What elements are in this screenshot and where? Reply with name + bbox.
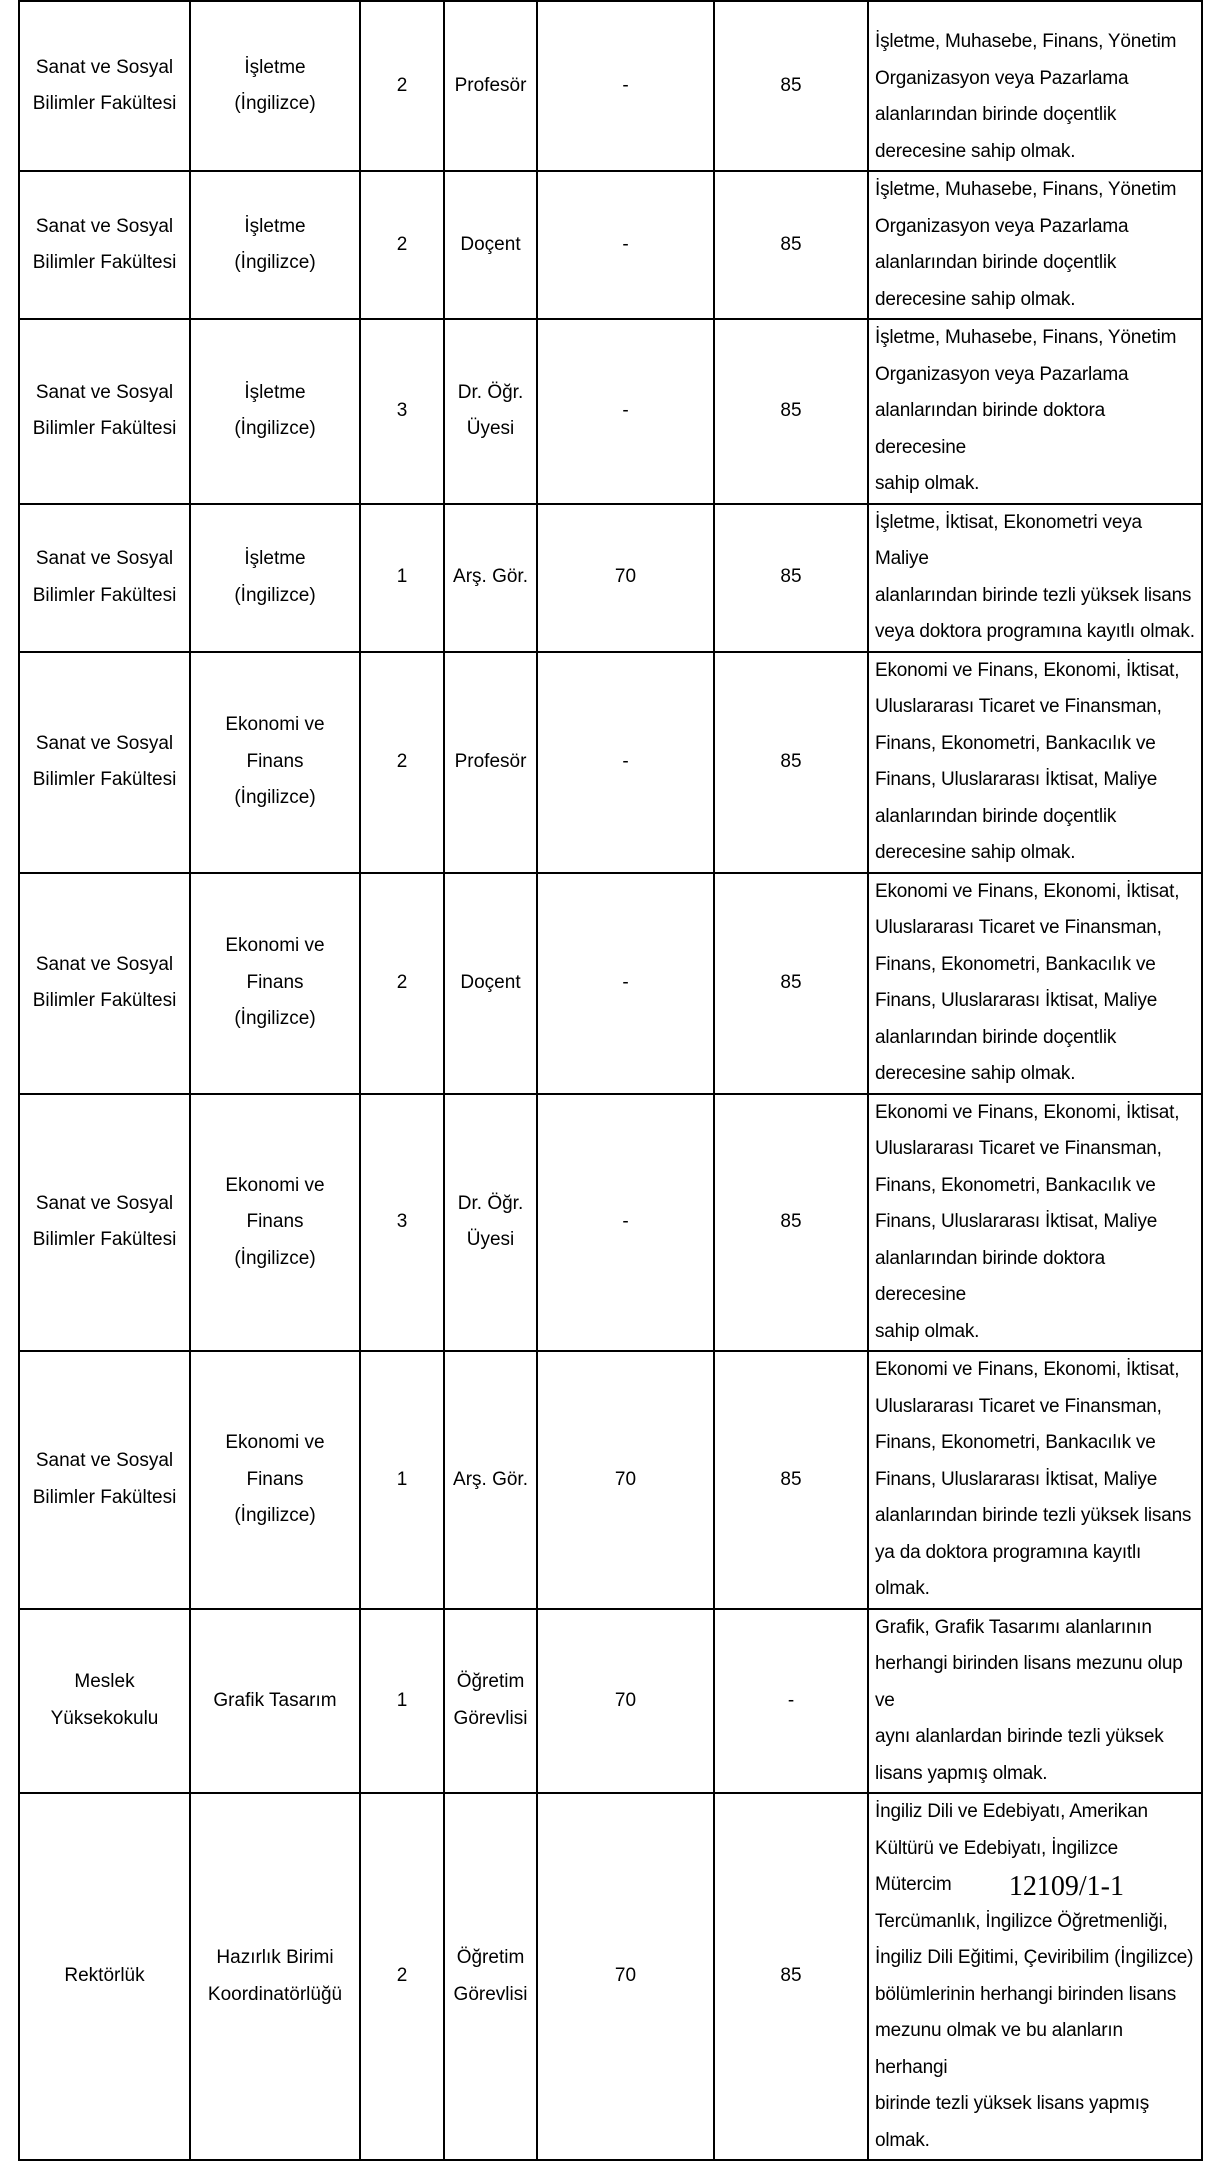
ales-cell: 70	[537, 504, 714, 652]
title-cell: Doçent	[444, 873, 537, 1094]
department-cell: İşletme (İngilizce)	[190, 319, 360, 504]
table-row	[19, 171, 1202, 319]
conditions-cell: İşletme, Muhasebe, Finans, Yönetim Organizasyon veya Pazarlama alanlarından birinde doçentlik derecesine sahip olmak.	[868, 1, 1202, 171]
conditions-cell: Ekonomi ve Finans, Ekonomi, İktisat, Uluslararası Ticaret ve Finansman, Finans, Ekonometri, Bankacılık ve Finans, Uluslararası İktisat, Maliye alanlarından birinde doçentlik derecesine sahip olmak.	[868, 873, 1202, 1094]
ales-cell: -	[537, 171, 714, 319]
title-cell: Dr. Öğr. Üyesi	[444, 319, 537, 504]
language-score-cell: 85	[714, 1351, 868, 1609]
table-row	[19, 504, 1202, 652]
ales-cell: 70	[537, 1609, 714, 1794]
title-cell: Profesör	[444, 652, 537, 873]
department-cell: Grafik Tasarım	[190, 1609, 360, 1794]
language-score-cell: 85	[714, 873, 868, 1094]
unit-cell: Sanat ve Sosyal Bilimler Fakültesi	[19, 873, 190, 1094]
department-cell: Ekonomi ve Finans (İngilizce)	[190, 873, 360, 1094]
conditions-cell: İngiliz Dili ve Edebiyatı, Amerikan Kültürü ve Edebiyatı, İngilizce Mütercim Tercümanlık, İngilizce Öğretmenliği, İngiliz Dili Eğitimi, Çeviribilim (İngilizce) bölümlerinin herhangi birinden lisans mezunu olmak ve bu alanların herhangi birinde tezli yüksek lisans yapmış olmak.	[868, 1793, 1202, 2160]
ales-cell: -	[537, 873, 714, 1094]
department-cell: Ekonomi ve Finans (İngilizce)	[190, 1351, 360, 1609]
language-score-cell: 85	[714, 652, 868, 873]
language-score-cell: 85	[714, 1793, 868, 2160]
title-cell: Doçent	[444, 171, 537, 319]
table-row	[19, 652, 1202, 873]
count-cell: 3	[360, 319, 444, 504]
count-cell: 2	[360, 1793, 444, 2160]
table-row	[19, 873, 1202, 1094]
unit-cell: Sanat ve Sosyal Bilimler Fakültesi	[19, 1351, 190, 1609]
ales-cell: -	[537, 319, 714, 504]
table-row	[19, 1, 1202, 171]
language-score-cell: 85	[714, 171, 868, 319]
department-cell: İşletme (İngilizce)	[190, 171, 360, 319]
unit-cell: Sanat ve Sosyal Bilimler Fakültesi	[19, 1094, 190, 1352]
language-score-cell: 85	[714, 1, 868, 171]
page-number: 12109/1-1	[1008, 1871, 1124, 1902]
department-cell: Ekonomi ve Finans (İngilizce)	[190, 1094, 360, 1352]
department-cell: Hazırlık Birimi Koordinatörlüğü	[190, 1793, 360, 2160]
ales-cell: -	[537, 652, 714, 873]
title-cell: Öğretim Görevlisi	[444, 1793, 537, 2160]
language-score-cell: -	[714, 1609, 868, 1794]
count-cell: 1	[360, 504, 444, 652]
unit-cell: Sanat ve Sosyal Bilimler Fakültesi	[19, 652, 190, 873]
conditions-cell: Ekonomi ve Finans, Ekonomi, İktisat, Uluslararası Ticaret ve Finansman, Finans, Ekonometri, Bankacılık ve Finans, Uluslararası İktisat, Maliye alanlarından birinde doçentlik derecesine sahip olmak.	[868, 652, 1202, 873]
table-row	[19, 1793, 1202, 2160]
title-cell: Öğretim Görevlisi	[444, 1609, 537, 1794]
department-cell: İşletme (İngilizce)	[190, 1, 360, 171]
count-cell: 2	[360, 171, 444, 319]
department-cell: Ekonomi ve Finans (İngilizce)	[190, 652, 360, 873]
title-cell: Dr. Öğr. Üyesi	[444, 1094, 537, 1352]
ales-cell: 70	[537, 1351, 714, 1609]
language-score-cell: 85	[714, 319, 868, 504]
count-cell: 2	[360, 873, 444, 1094]
language-score-cell: 85	[714, 1094, 868, 1352]
ales-cell: 70	[537, 1793, 714, 2160]
count-cell: 3	[360, 1094, 444, 1352]
table-row	[19, 319, 1202, 504]
ales-cell: -	[537, 1094, 714, 1352]
positions-table	[18, 0, 1203, 2161]
table-row	[19, 1094, 1202, 1352]
ales-cell: -	[537, 1, 714, 171]
unit-cell: Sanat ve Sosyal Bilimler Fakültesi	[19, 319, 190, 504]
unit-cell: Sanat ve Sosyal Bilimler Fakültesi	[19, 1, 190, 171]
unit-cell: Sanat ve Sosyal Bilimler Fakültesi	[19, 504, 190, 652]
count-cell: 2	[360, 1, 444, 171]
count-cell: 1	[360, 1351, 444, 1609]
conditions-cell: İşletme, Muhasebe, Finans, Yönetim Organizasyon veya Pazarlama alanlarından birinde doktora derecesine sahip olmak.	[868, 319, 1202, 504]
count-cell: 1	[360, 1609, 444, 1794]
count-cell: 2	[360, 652, 444, 873]
language-score-cell: 85	[714, 504, 868, 652]
title-cell: Arş. Gör.	[444, 1351, 537, 1609]
conditions-cell: İşletme, Muhasebe, Finans, Yönetim Organizasyon veya Pazarlama alanlarından birinde doçentlik derecesine sahip olmak.	[868, 171, 1202, 319]
title-cell: Arş. Gör.	[444, 504, 537, 652]
department-cell: İşletme (İngilizce)	[190, 504, 360, 652]
table-row	[19, 1351, 1202, 1609]
table-row	[19, 1609, 1202, 1794]
title-cell: Profesör	[444, 1, 537, 171]
conditions-cell: Ekonomi ve Finans, Ekonomi, İktisat, Uluslararası Ticaret ve Finansman, Finans, Ekonometri, Bankacılık ve Finans, Uluslararası İktisat, Maliye alanlarından birinde tezli yüksek lisans ya da doktora programına kayıtlı olmak.	[868, 1351, 1202, 1609]
conditions-cell: İşletme, İktisat, Ekonometri veya Maliye alanlarından birinde tezli yüksek lisans veya doktora programına kayıtlı olmak.	[868, 504, 1202, 652]
conditions-cell: Grafik, Grafik Tasarımı alanlarının herhangi birinden lisans mezunu olup ve aynı alanlardan birinde tezli yüksek lisans yapmış olmak.	[868, 1609, 1202, 1794]
unit-cell: Meslek Yüksekokulu	[19, 1609, 190, 1794]
conditions-cell: Ekonomi ve Finans, Ekonomi, İktisat, Uluslararası Ticaret ve Finansman, Finans, Ekonometri, Bankacılık ve Finans, Uluslararası İktisat, Maliye alanlarından birinde doktora derecesine sahip olmak.	[868, 1094, 1202, 1352]
unit-cell: Rektörlük	[19, 1793, 190, 2160]
unit-cell: Sanat ve Sosyal Bilimler Fakültesi	[19, 171, 190, 319]
